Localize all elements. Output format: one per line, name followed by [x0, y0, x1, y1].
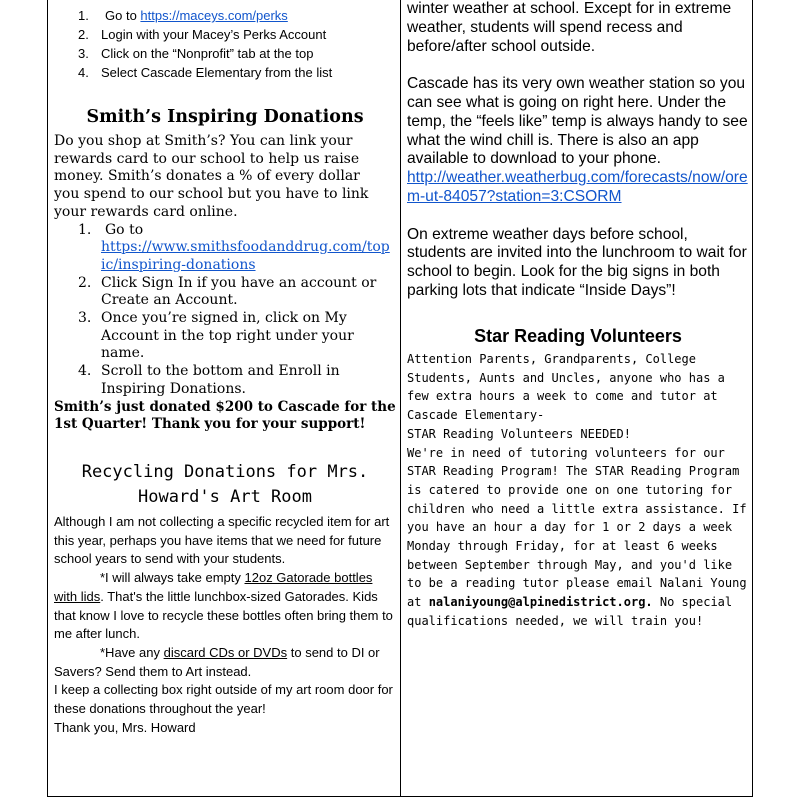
list-item: 3. Click on the “Nonprofit” tab at the top: [78, 46, 314, 61]
star-body: [407, 350, 752, 631]
smiths-section: [54, 133, 396, 434]
list-item: 3. Once you’re signed in, click on My Account in the top right under your name.: [78, 310, 354, 362]
star-needed: STAR Reading Volunteers NEEDED!: [407, 426, 631, 441]
maceys-perks-link[interactable]: https://maceys.com/perks: [140, 8, 288, 23]
recycling-signoff: Thank you, Mrs. Howard: [54, 719, 196, 735]
recycling-cd-note: *Have any discard CDs or DVDs to send to DI or Savers? Send them to Art instead.: [54, 644, 380, 679]
recycling-intro: Although I am not collecting a specific recycled item for art this year, perhaps you have items that we need for future school years to send with your students.: [54, 514, 390, 567]
weatherbug-link[interactable]: http://weather.weatherbug.com/forecasts/now/orem-ut-84057?station=3:CSORM: [407, 169, 748, 205]
list-item: 2. Login with your Macey’s Perks Account: [78, 27, 327, 42]
recycling-body: [54, 513, 396, 737]
star-title: Star Reading Volunteers: [474, 326, 682, 346]
list-item: 1. Go to https://www.smithsfoodanddrug.com/topic/inspiring-donations: [54, 222, 396, 275]
weather-section: [407, 0, 749, 301]
recycling-gatorade-note: *I will always take empty 12oz Gatorade bottles with lids. That's the little lunchbox-sized Gatorades. Kids that know I love to recycle these bottles often bring them to me after lunch.: [54, 570, 393, 642]
weather-intro: winter weather at school. Except for in extreme weather, students will spend recess and before/after school outside.: [407, 0, 732, 55]
inside-days-text: On extreme weather days before school, students are invited into the lunchroom to wait for school to begin. Look for the big signs in both parking lots that indicate “Inside Days”!: [407, 225, 747, 299]
list-item: 2. Click Sign In if you have an account or Create an Account.: [78, 274, 377, 309]
smiths-title: Smith’s Inspiring Donations: [86, 107, 364, 127]
recycling-box-note: I keep a collecting box right outside of my art room door for these donations throughout the year!: [54, 682, 393, 717]
smiths-intro: Do you shop at Smith’s? You can link your rewards card to our school to help us raise money. Smith’s donates a % of every dollar you spend to our school but you have to link your rewards card online.: [54, 133, 369, 220]
list-item: 4. Scroll to the bottom and Enroll in Inspiring Donations.: [78, 363, 340, 397]
list-item: 4. Select Cascade Elementary from the list: [78, 65, 333, 80]
weather-station-text: Cascade has its very own weather station so you can see what is going on right here. Under the temp, the “feels like” temp is always handy to see what the wind chill is. There is also an app available to download to your phone.: [407, 75, 748, 168]
smiths-thanks: Smith’s just donated $200 to Cascade for the 1st Quarter! Thank you for your support!: [54, 398, 396, 433]
smiths-steps-list: [54, 222, 396, 399]
volunteer-email[interactable]: nalaniyoung@alpinedistrict.org.: [428, 595, 653, 610]
star-details: We're in need of tutoring volunteers for our STAR Reading Program! The STAR Reading Program is catered to provide one on one tutoring for children who need a little extra assistance. If you have an hour a day for 1 or 2 days a week Monday through Friday, for at least 6 weeks between September through May, and you'd like to be a reading tutor please email Nalani Young at nalaniyoung@alpinedistrict.org. No special qualifications needed, we will train you!: [407, 445, 747, 628]
list-item: 1. Go to https://maceys.com/perks: [78, 8, 288, 23]
maceys-steps-list: [54, 0, 396, 82]
column-divider: [400, 0, 401, 797]
recycling-title: Recycling Donations for Mrs. Howard's Art Room: [81, 462, 369, 507]
star-attention: Attention Parents, Grandparents, College Students, Aunts and Uncles, anyone who has a few extra hours a week to come and tutor at Cascade Elementary-: [407, 352, 725, 423]
smiths-donations-link[interactable]: https://www.smithsfoodanddrug.com/topic/inspiring-donations: [101, 239, 390, 273]
